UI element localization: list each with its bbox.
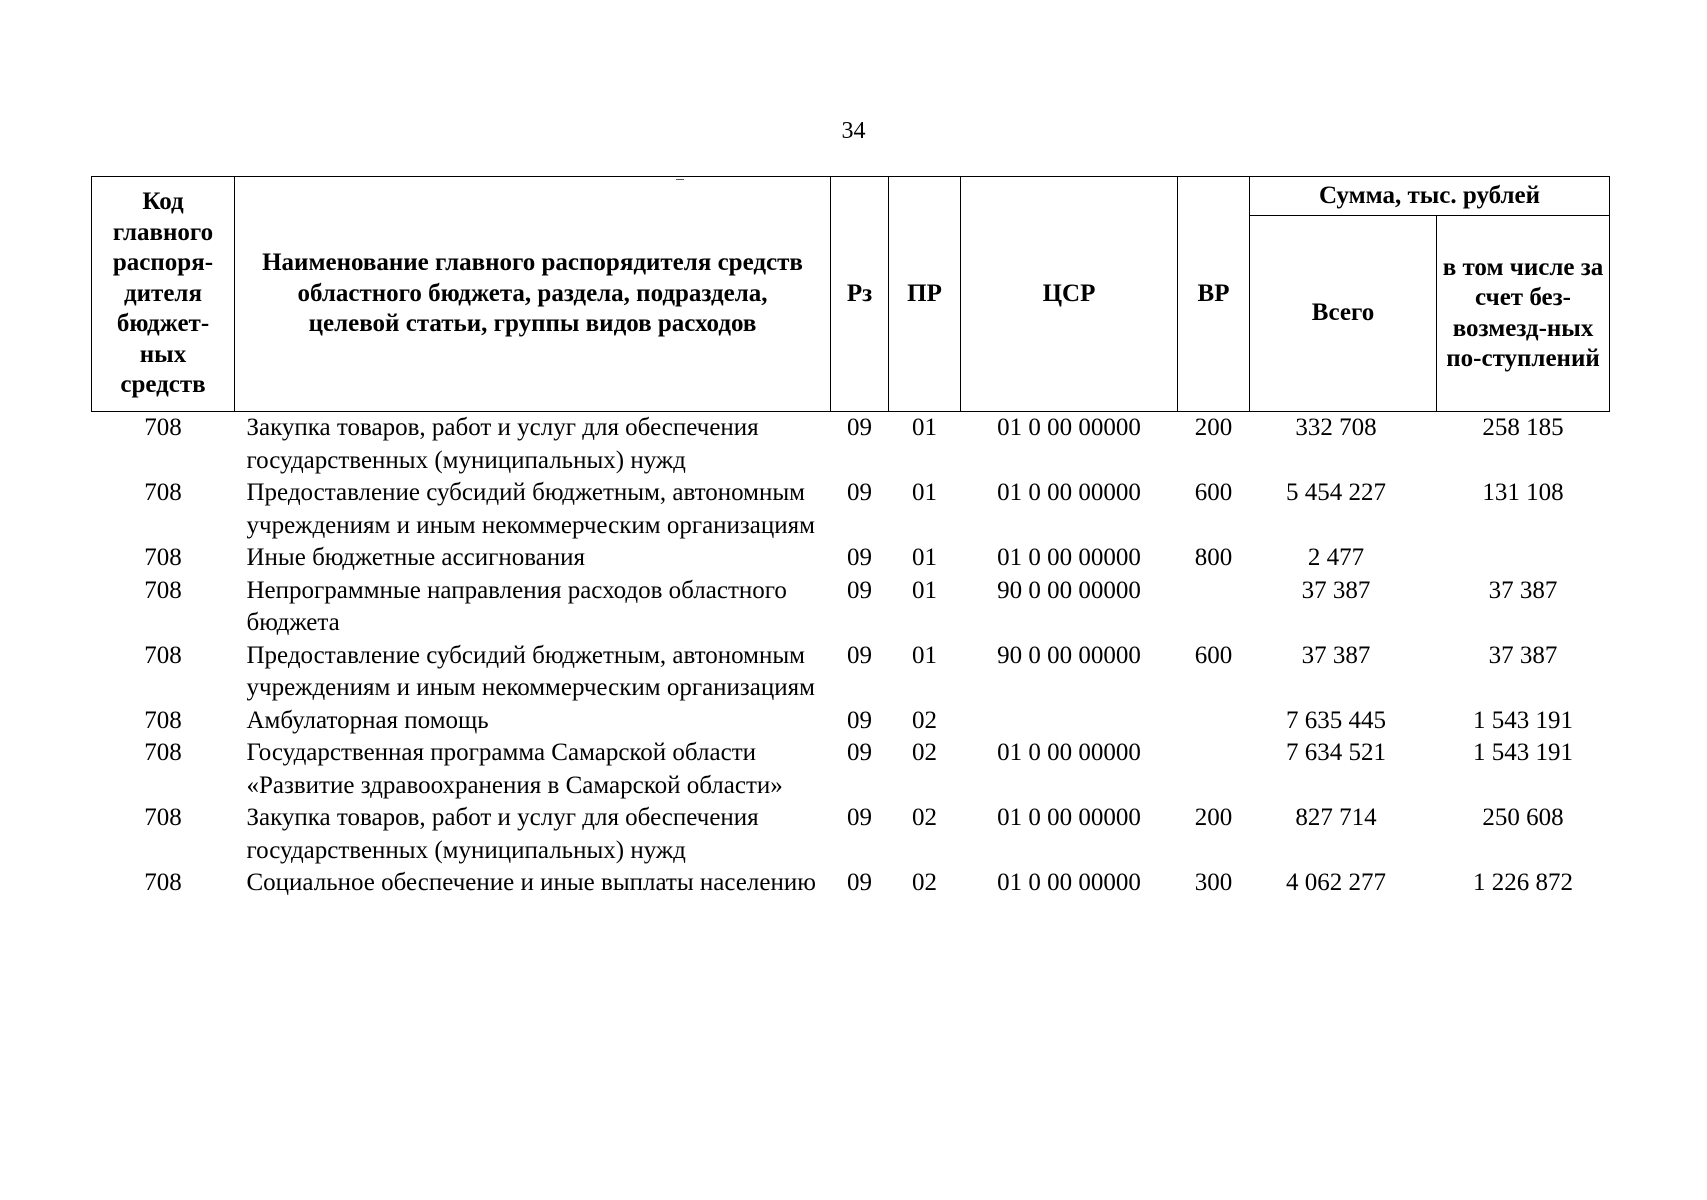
cell-csr (961, 705, 1178, 738)
header-pr: ПР (889, 177, 961, 412)
cell-rz: 09 (847, 706, 872, 734)
cell-code: 708 (144, 804, 182, 831)
cell-gratis (1437, 542, 1610, 575)
cell-pr: 02 (912, 804, 937, 831)
cell-csr: 01 0 00 00000 (997, 544, 1141, 571)
cell-name: Закупка товаров, работ и услуг для обеспечения государственных (муниципальных) нужд (246, 804, 759, 864)
cell-rz: 09 (847, 576, 872, 604)
cell-pr: 01 (912, 414, 937, 441)
cell-pr: 01 (912, 641, 937, 669)
table-body (92, 412, 1610, 900)
header-sum-group: Сумма, тыс. рублей (1250, 177, 1610, 216)
cell-total: 2 477 (1307, 544, 1365, 571)
cell-gratis: 1 226 872 (1473, 869, 1573, 896)
cell-gratis: 250 608 (1482, 804, 1564, 831)
cell-gratis: 37 387 (1488, 641, 1558, 669)
header-gratis: в том числе за счет без-возмезд-ных по-ступлений (1437, 216, 1610, 412)
cell-name: Социальное обеспечение и иные выплаты населению (246, 869, 816, 896)
table-row (92, 640, 1610, 705)
cell-gratis: 1 543 191 (1473, 706, 1573, 734)
budget-expenditure-table (91, 176, 1610, 900)
cell-name: Иные бюджетные ассигнования (246, 544, 586, 571)
cell-total: 7 634 521 (1286, 739, 1386, 766)
cell-name: Непрограммные направления расходов областного бюджета (246, 576, 787, 636)
cell-name: Предоставление субсидий бюджетным, автономным учреждениям и иным некоммерческим организациям (246, 641, 815, 701)
cell-total: 37 387 (1301, 576, 1371, 604)
cell-vr: 800 (1194, 544, 1233, 571)
cell-pr: 02 (912, 869, 937, 896)
cell-vr (1178, 737, 1250, 802)
cell-code: 708 (144, 869, 182, 896)
cell-code: 708 (144, 641, 182, 669)
cell-code: 708 (144, 706, 182, 734)
cell-gratis: 131 108 (1482, 479, 1564, 506)
cell-rz: 09 (847, 869, 872, 896)
cell-rz: 09 (847, 414, 872, 441)
cell-name: Амбулаторная помощь (246, 706, 489, 734)
cell-gratis: 37 387 (1488, 576, 1558, 604)
cell-pr: 01 (912, 544, 937, 571)
cell-vr: 200 (1194, 804, 1233, 831)
cell-pr: 02 (912, 706, 937, 734)
cell-code: 708 (144, 479, 182, 506)
header-csr: ЦСР (961, 177, 1178, 412)
table-row (92, 575, 1610, 640)
cell-csr: 01 0 00 00000 (997, 414, 1141, 441)
table-row (92, 542, 1610, 575)
cell-total: 827 714 (1295, 804, 1377, 831)
cell-rz: 09 (847, 479, 872, 506)
header-rz: Рз (831, 177, 889, 412)
cell-total: 7 635 445 (1286, 706, 1386, 734)
cell-vr: 600 (1194, 641, 1233, 669)
cell-name: Предоставление субсидий бюджетным, автономным учреждениям и иным некоммерческим организациям (246, 479, 815, 539)
cell-code: 708 (144, 544, 182, 571)
cell-vr: 200 (1194, 414, 1233, 441)
cell-gratis: 258 185 (1482, 414, 1564, 441)
cell-code: 708 (144, 739, 182, 766)
cell-pr: 02 (912, 739, 937, 766)
cell-rz: 09 (847, 739, 872, 766)
cell-total: 5 454 227 (1286, 479, 1386, 506)
cell-csr: 01 0 00 00000 (997, 804, 1141, 831)
cell-gratis: 1 543 191 (1473, 739, 1573, 766)
header-name: Наименование главного распорядителя средств областного бюджета, раздела, подраздела, целевой статьи, группы видов расходов (235, 177, 831, 412)
table-row (92, 737, 1610, 802)
cell-rz: 09 (847, 544, 872, 571)
cell-total: 37 387 (1301, 641, 1371, 669)
cell-code: 708 (144, 576, 182, 604)
header-code: Код главного распоря-дителя бюджет-ных средств (92, 177, 235, 412)
table-row (92, 477, 1610, 542)
cell-rz: 09 (847, 804, 872, 831)
table-row (92, 412, 1610, 478)
cell-csr: 90 0 00 00000 (997, 576, 1141, 604)
table-row (92, 802, 1610, 867)
table-row (92, 705, 1610, 738)
cell-name: Закупка товаров, работ и услуг для обеспечения государственных (муниципальных) нужд (246, 414, 759, 474)
header-total: Всего (1250, 216, 1437, 412)
page-number: 34 (841, 118, 866, 144)
cell-csr: 01 0 00 00000 (997, 869, 1141, 896)
header-vr: ВР (1178, 177, 1250, 412)
cell-csr: 01 0 00 00000 (997, 739, 1141, 766)
cell-name: Государственная программа Самарской области «Развитие здравоохранения в Самарской области» (246, 739, 783, 799)
cell-total: 332 708 (1295, 414, 1377, 441)
cell-pr: 01 (912, 576, 937, 604)
cell-rz: 09 (847, 641, 872, 669)
cell-vr (1178, 705, 1250, 738)
cell-total: 4 062 277 (1286, 869, 1386, 896)
cell-vr (1178, 575, 1250, 640)
cell-csr: 01 0 00 00000 (997, 479, 1141, 506)
cell-csr: 90 0 00 00000 (997, 641, 1141, 669)
cell-vr: 600 (1194, 479, 1233, 506)
cell-code: 708 (144, 414, 182, 441)
cell-pr: 01 (912, 479, 937, 506)
table-row (92, 867, 1610, 900)
cell-vr: 300 (1194, 869, 1233, 896)
table-header (92, 177, 1610, 412)
